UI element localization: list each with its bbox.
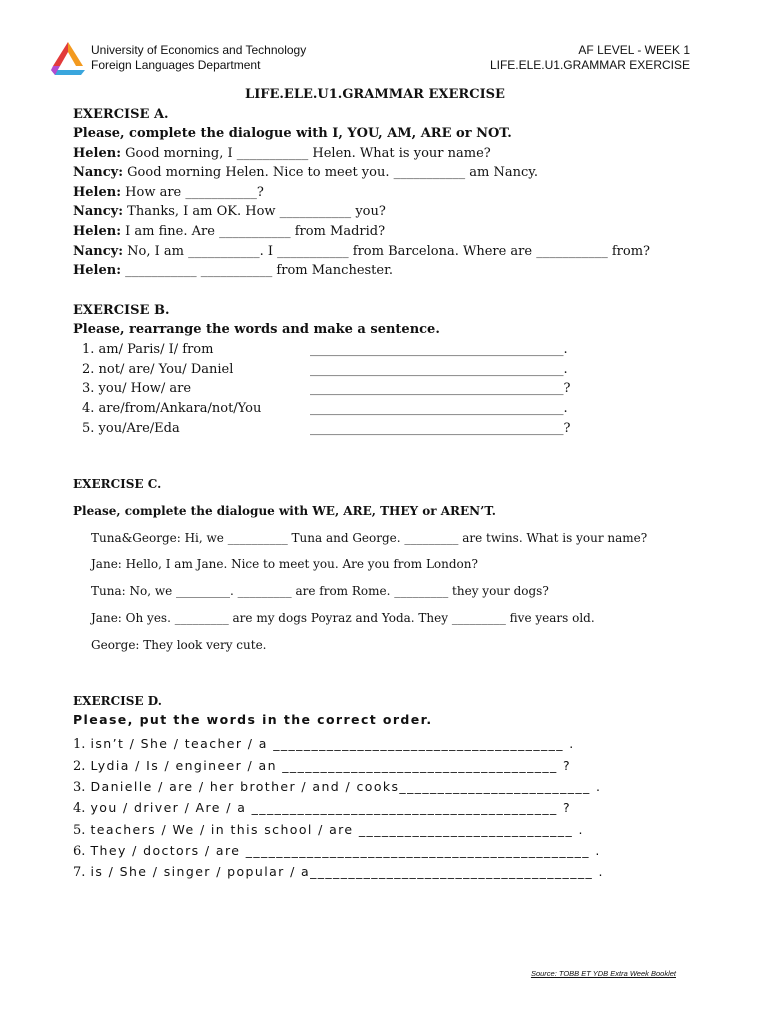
item-number: 1. [82,342,95,357]
list-item [82,342,213,357]
item-text: you / driver / Are / a ________________________________________ ? [90,800,572,815]
exercise-a-instruction: Please, complete the dialogue with I, YOU, AM, ARE or NOT. [73,126,512,141]
exercise-a-line [73,244,650,259]
speaker: Helen: [73,185,122,200]
item-words: are/from/Ankara/not/You [98,401,262,416]
exercise-d-instruction: Please, put the words in the correct order. [73,712,433,727]
dialogue-text: No, I am ___________. I ___________ from Barcelona. Where are ___________ from? [127,244,650,259]
list-item [73,797,571,816]
dialogue-text: ___________ ___________ from Manchester. [125,263,394,278]
exercise-c-heading: EXERCISE C. [73,477,162,491]
item-words: not/ are/ You/ Daniel [98,362,234,377]
list-item [73,755,571,774]
list-item [82,421,180,436]
exercise-b-heading: EXERCISE B. [73,303,170,318]
exercise-a-line [73,165,538,180]
speaker: Nancy: [73,204,124,219]
answer-blank: _______________________________________. [310,401,568,416]
exercise-d-heading: EXERCISE D. [73,694,162,708]
exercise-c-line: Jane: Oh yes. _________ are my dogs Poyraz and Yoda. They _________ five years old. [91,611,595,625]
dialogue-text: Good morning Helen. Nice to meet you. ___________ am Nancy. [127,165,538,180]
answer-blank: _______________________________________. [310,342,568,357]
answer-blank: _______________________________________? [310,381,571,396]
dialogue-text: How are ___________? [125,185,264,200]
answer-blank: _______________________________________? [310,421,571,436]
list-item [73,733,575,752]
list-item [82,381,191,396]
answer-blank: _______________________________________. [310,362,568,377]
item-number: 6. [73,844,86,859]
exercise-a-heading: EXERCISE A. [73,107,169,122]
department-name: Foreign Languages Department [91,57,261,72]
speaker: Helen: [73,146,122,161]
item-number: 3. [82,381,95,396]
exercise-c-line: Jane: Hello, I am Jane. Nice to meet you. Are you from London? [91,557,478,571]
item-text: isn’t / She / teacher / a ______________________________________ . [90,736,575,751]
item-text: They / doctors / are _____________________________________________ . [90,843,601,858]
dialogue-text: Thanks, I am OK. How ___________ you? [127,204,386,219]
item-number: 2. [82,362,95,377]
item-text: Danielle / are / her brother / and / cooks_________________________ . [90,779,602,794]
exercise-a-line [73,146,491,161]
item-number: 5. [73,823,86,838]
item-text: is / She / singer / popular / a_____________________________________ . [90,864,604,879]
header-organization [91,43,306,72]
course-code: LIFE.ELE.U1.GRAMMAR EXERCISE [489,57,690,72]
exercise-a-line [73,263,393,278]
list-item [73,819,584,838]
item-number: 2. [73,759,86,774]
list-item [73,861,604,880]
dialogue-text: I am fine. Are ___________ from Madrid? [125,224,386,239]
speaker: Nancy: [73,165,124,180]
item-words: you/Are/Eda [98,421,180,436]
exercise-c-instruction: Please, complete the dialogue with WE, ARE, THEY or AREN’T. [73,504,496,518]
list-item [73,776,601,795]
item-number: 4. [82,401,95,416]
level-week: AF LEVEL - WEEK 1 [578,43,690,57]
exercise-a-line [73,185,264,200]
exercise-c-line: George: They look very cute. [91,638,267,652]
item-number: 3. [73,780,86,795]
university-logo-icon [47,40,89,76]
list-item [82,362,233,377]
header-course-info [490,43,690,72]
item-number: 4. [73,801,86,816]
item-words: you/ How/ are [98,381,192,396]
university-name: University of Economics and Technology [91,43,307,57]
list-item [73,840,601,859]
exercise-b-instruction: Please, rearrange the words and make a sentence. [73,322,440,337]
exercise-a-line [73,204,386,219]
exercise-a-line [73,224,385,239]
speaker: Nancy: [73,244,124,259]
exercise-c-line: Tuna&George: Hi, we __________ Tuna and George. _________ are twins. What is your name? [91,531,648,545]
exercise-c-line: Tuna: No, we _________. _________ are from Rome. _________ they your dogs? [91,584,549,598]
item-text: Lydia / Is / engineer / an ____________________________________ ? [90,758,572,773]
list-item [82,401,261,416]
worksheet-title: LIFE.ELE.U1.GRAMMAR EXERCISE [245,87,505,102]
item-text: teachers / We / in this school / are ____________________________ . [90,822,584,837]
item-number: 5. [82,421,95,436]
speaker: Helen: [73,224,122,239]
item-number: 7. [73,865,86,880]
dialogue-text: Good morning, I ___________ Helen. What is your name? [125,146,491,161]
speaker: Helen: [73,263,122,278]
item-words: am/ Paris/ I/ from [98,342,214,357]
item-number: 1. [73,737,86,752]
source-note: Source: TOBB ET YDB Extra Week Booklet [530,969,676,978]
